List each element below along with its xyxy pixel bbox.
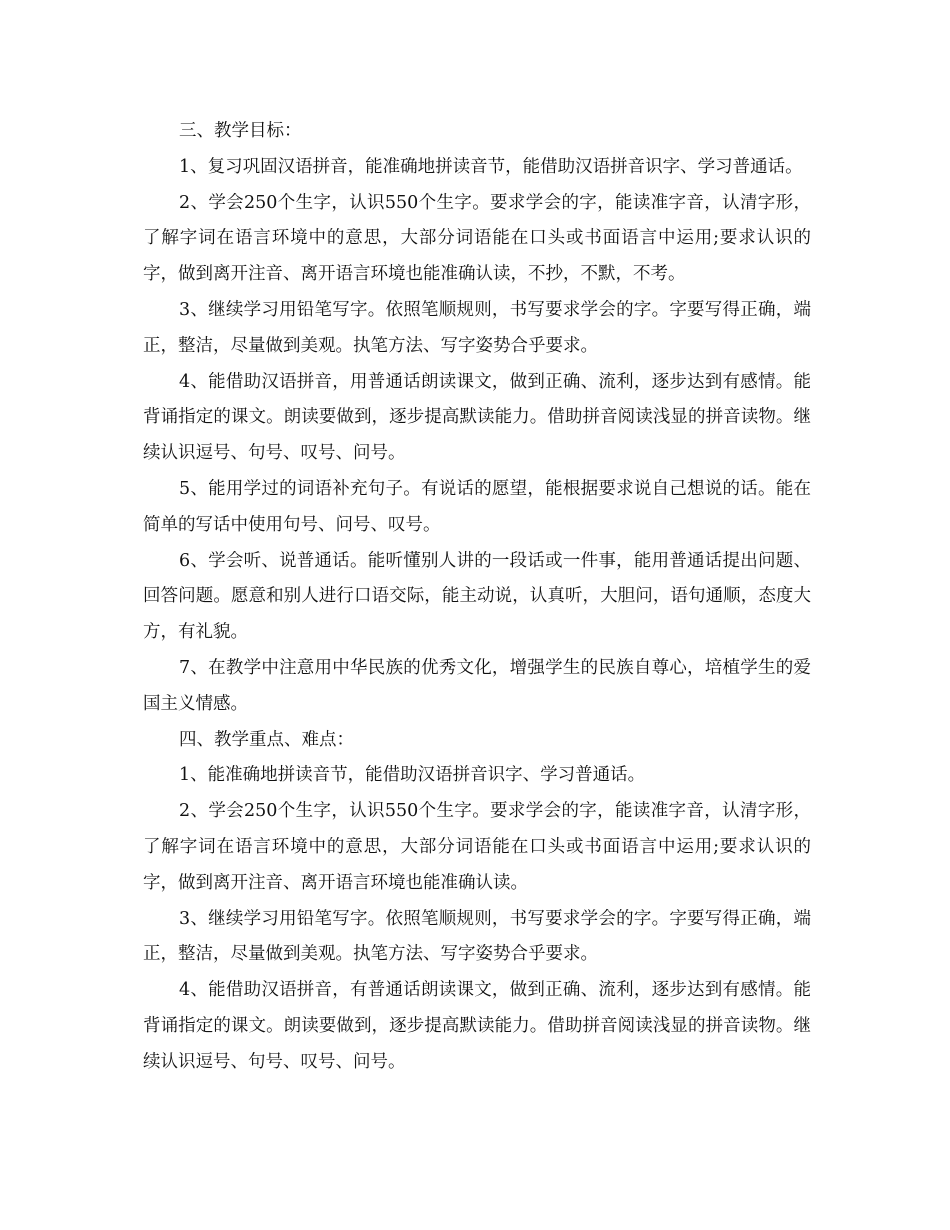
paragraph-key-point-3: 3、继续学习用铅笔写字。依照笔顺规则，书写要求学会的字。字要写得正确，端正，整洁，尽量做到美观。执笔方法、写字姿势合乎要求。: [143, 908, 811, 965]
document-body: [143, 114, 811, 1081]
section-heading-key-points: 四、教学重点、难点：: [179, 729, 354, 750]
paragraph-key-point-4: 4、能借助汉语拼音，有普通话朗读课文，做到正确、流利，逐步达到有感情。能背诵指定的课文。朗读要做到，逐步提高默读能力。借助拼音阅读浅显的拼音读物。继续认识逗号、句号、叹号、问号。: [143, 980, 811, 1072]
paragraph-goal-5: 5、能用学过的词语补充句子。有说话的愿望，能根据要求说自己想说的话。能在简单的写话中使用句号、问号、叹号。: [143, 478, 811, 535]
paragraph-goal-7: 7、在教学中注意用中华民族的优秀文化，增强学生的民族自尊心，培植学生的爱国主义情感。: [143, 657, 811, 714]
paragraph-goal-2: 2、学会250个生字，认识550个生字。要求学会的字，能读准字音，认清字形，了解字词在语言环境中的意思，大部分词语能在口头或书面语言中运用;要求认识的字，做到离开注音、离开语言环境也能准确认读，不抄，不默，不考。: [143, 192, 811, 285]
paragraph-goal-6: 6、学会听、说普通话。能听懂别人讲的一段话或一件事，能用普通话提出问题、回答问题。愿意和别人进行口语交际，能主动说，认真听，大胆问，语句通顺，态度大方，有礼貌。: [143, 550, 811, 643]
paragraph-key-point-1: 1、能准确地拼读音节，能借助汉语拼音识字、学习普通话。: [179, 765, 646, 786]
paragraph-goal-4: 4、能借助汉语拼音，用普通话朗读课文，做到正确、流利，逐步达到有感情。能背诵指定的课文。朗读要做到，逐步提高默读能力。借助拼音阅读浅显的拼音读物。继续认识逗号、句号、叹号、问号。: [143, 371, 811, 464]
paragraph-key-point-2: 2、学会250个生字，认识550个生字。要求学会的字，能读准字音，认清字形，了解字词在语言环境中的意思，大部分词语能在口头或书面语言中运用;要求认识的字，做到离开注音、离开语言环境也能准确认读。: [143, 801, 811, 893]
section-heading-teaching-goals: 三、教学目标：: [179, 121, 302, 141]
paragraph-goal-1: 1、复习巩固汉语拼音，能准确地拼读音节，能借助汉语拼音识字、学习普通话。: [179, 156, 803, 177]
paragraph-goal-3: 3、继续学习用铅笔写字。依照笔顺规则，书写要求学会的字。字要写得正确，端正，整洁，尽量做到美观。执笔方法、写字姿势合乎要求。: [143, 299, 811, 356]
